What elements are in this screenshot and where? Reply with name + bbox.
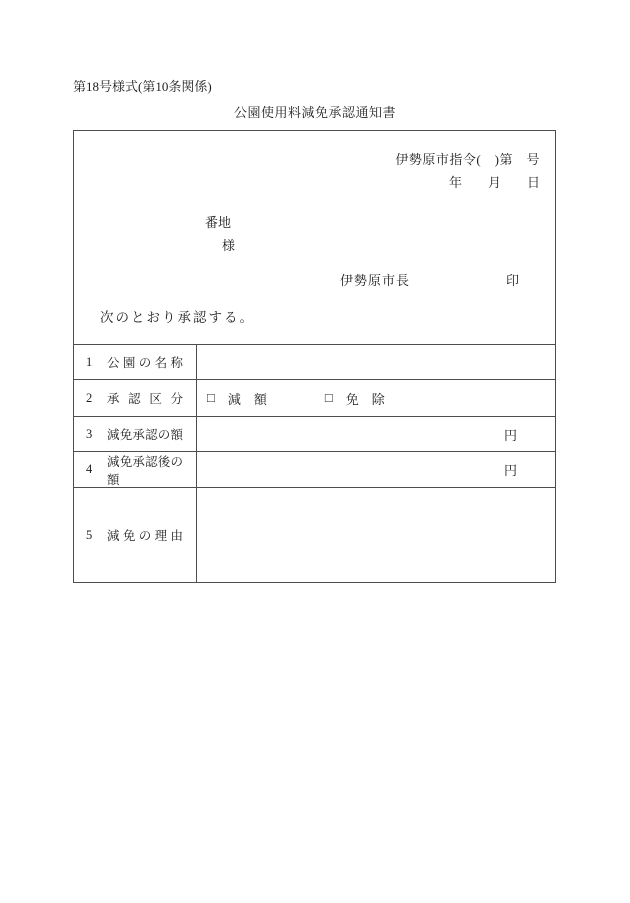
address-suffix-label: 番地 (205, 215, 232, 230)
table-row-park-name (74, 345, 555, 380)
table-row-approval-category (74, 380, 555, 417)
checkbox-reduction-icon[interactable]: □ (207, 390, 215, 405)
reason-field[interactable] (197, 488, 555, 582)
approval-category-options (197, 380, 555, 416)
row-number: 2 (86, 390, 93, 405)
currency-unit-label: 円 (503, 427, 517, 443)
table-row-amount-after-approval (74, 452, 555, 488)
row-label-cell (74, 452, 197, 487)
row-label-cell (74, 417, 197, 451)
row-label: 減免承認の額 (107, 428, 183, 442)
row-label: 承認区分 (107, 392, 183, 406)
row-label-cell (74, 380, 197, 416)
row-number: 4 (86, 462, 93, 476)
approval-statement: 次のとおり承認する。 (100, 310, 255, 325)
amount-after-approval-field[interactable] (197, 452, 555, 487)
park-name-field[interactable] (197, 345, 555, 379)
row-number: 5 (86, 527, 93, 542)
issuance-section (74, 131, 555, 345)
directive-number-line: 伊勢原市指令( )第 号 (395, 152, 540, 167)
row-label-cell (74, 488, 197, 582)
page-title: 公園使用料減免承認通知書 (233, 105, 396, 120)
currency-unit-label: 円 (503, 463, 517, 478)
table-row-approved-amount (74, 417, 555, 452)
row-label: 公園の名称 (107, 356, 183, 370)
option-reduction (207, 389, 267, 408)
row-label: 減免承認後の額 (107, 454, 183, 487)
addressee-honorific-label: 様 (222, 238, 236, 253)
sender-title-label: 伊勢原市長 (340, 273, 411, 288)
seal-mark: 印 (505, 273, 519, 288)
row-number: 3 (86, 426, 93, 441)
form-number: 第18号様式(第10条関係) (73, 79, 212, 94)
row-number: 1 (86, 354, 93, 369)
checkbox-exemption-icon[interactable]: □ (324, 390, 333, 405)
option-exemption (325, 389, 385, 408)
approved-amount-field[interactable] (197, 417, 555, 451)
row-label: 減免の理由 (107, 529, 183, 543)
option-reduction-label: 減 額 (227, 391, 267, 407)
form-body-box (73, 130, 556, 583)
row-label-cell (74, 345, 197, 379)
option-exemption-label: 免 除 (345, 391, 385, 407)
issue-date-line: 年 月 日 (448, 175, 540, 190)
table-row-reason (74, 488, 555, 582)
